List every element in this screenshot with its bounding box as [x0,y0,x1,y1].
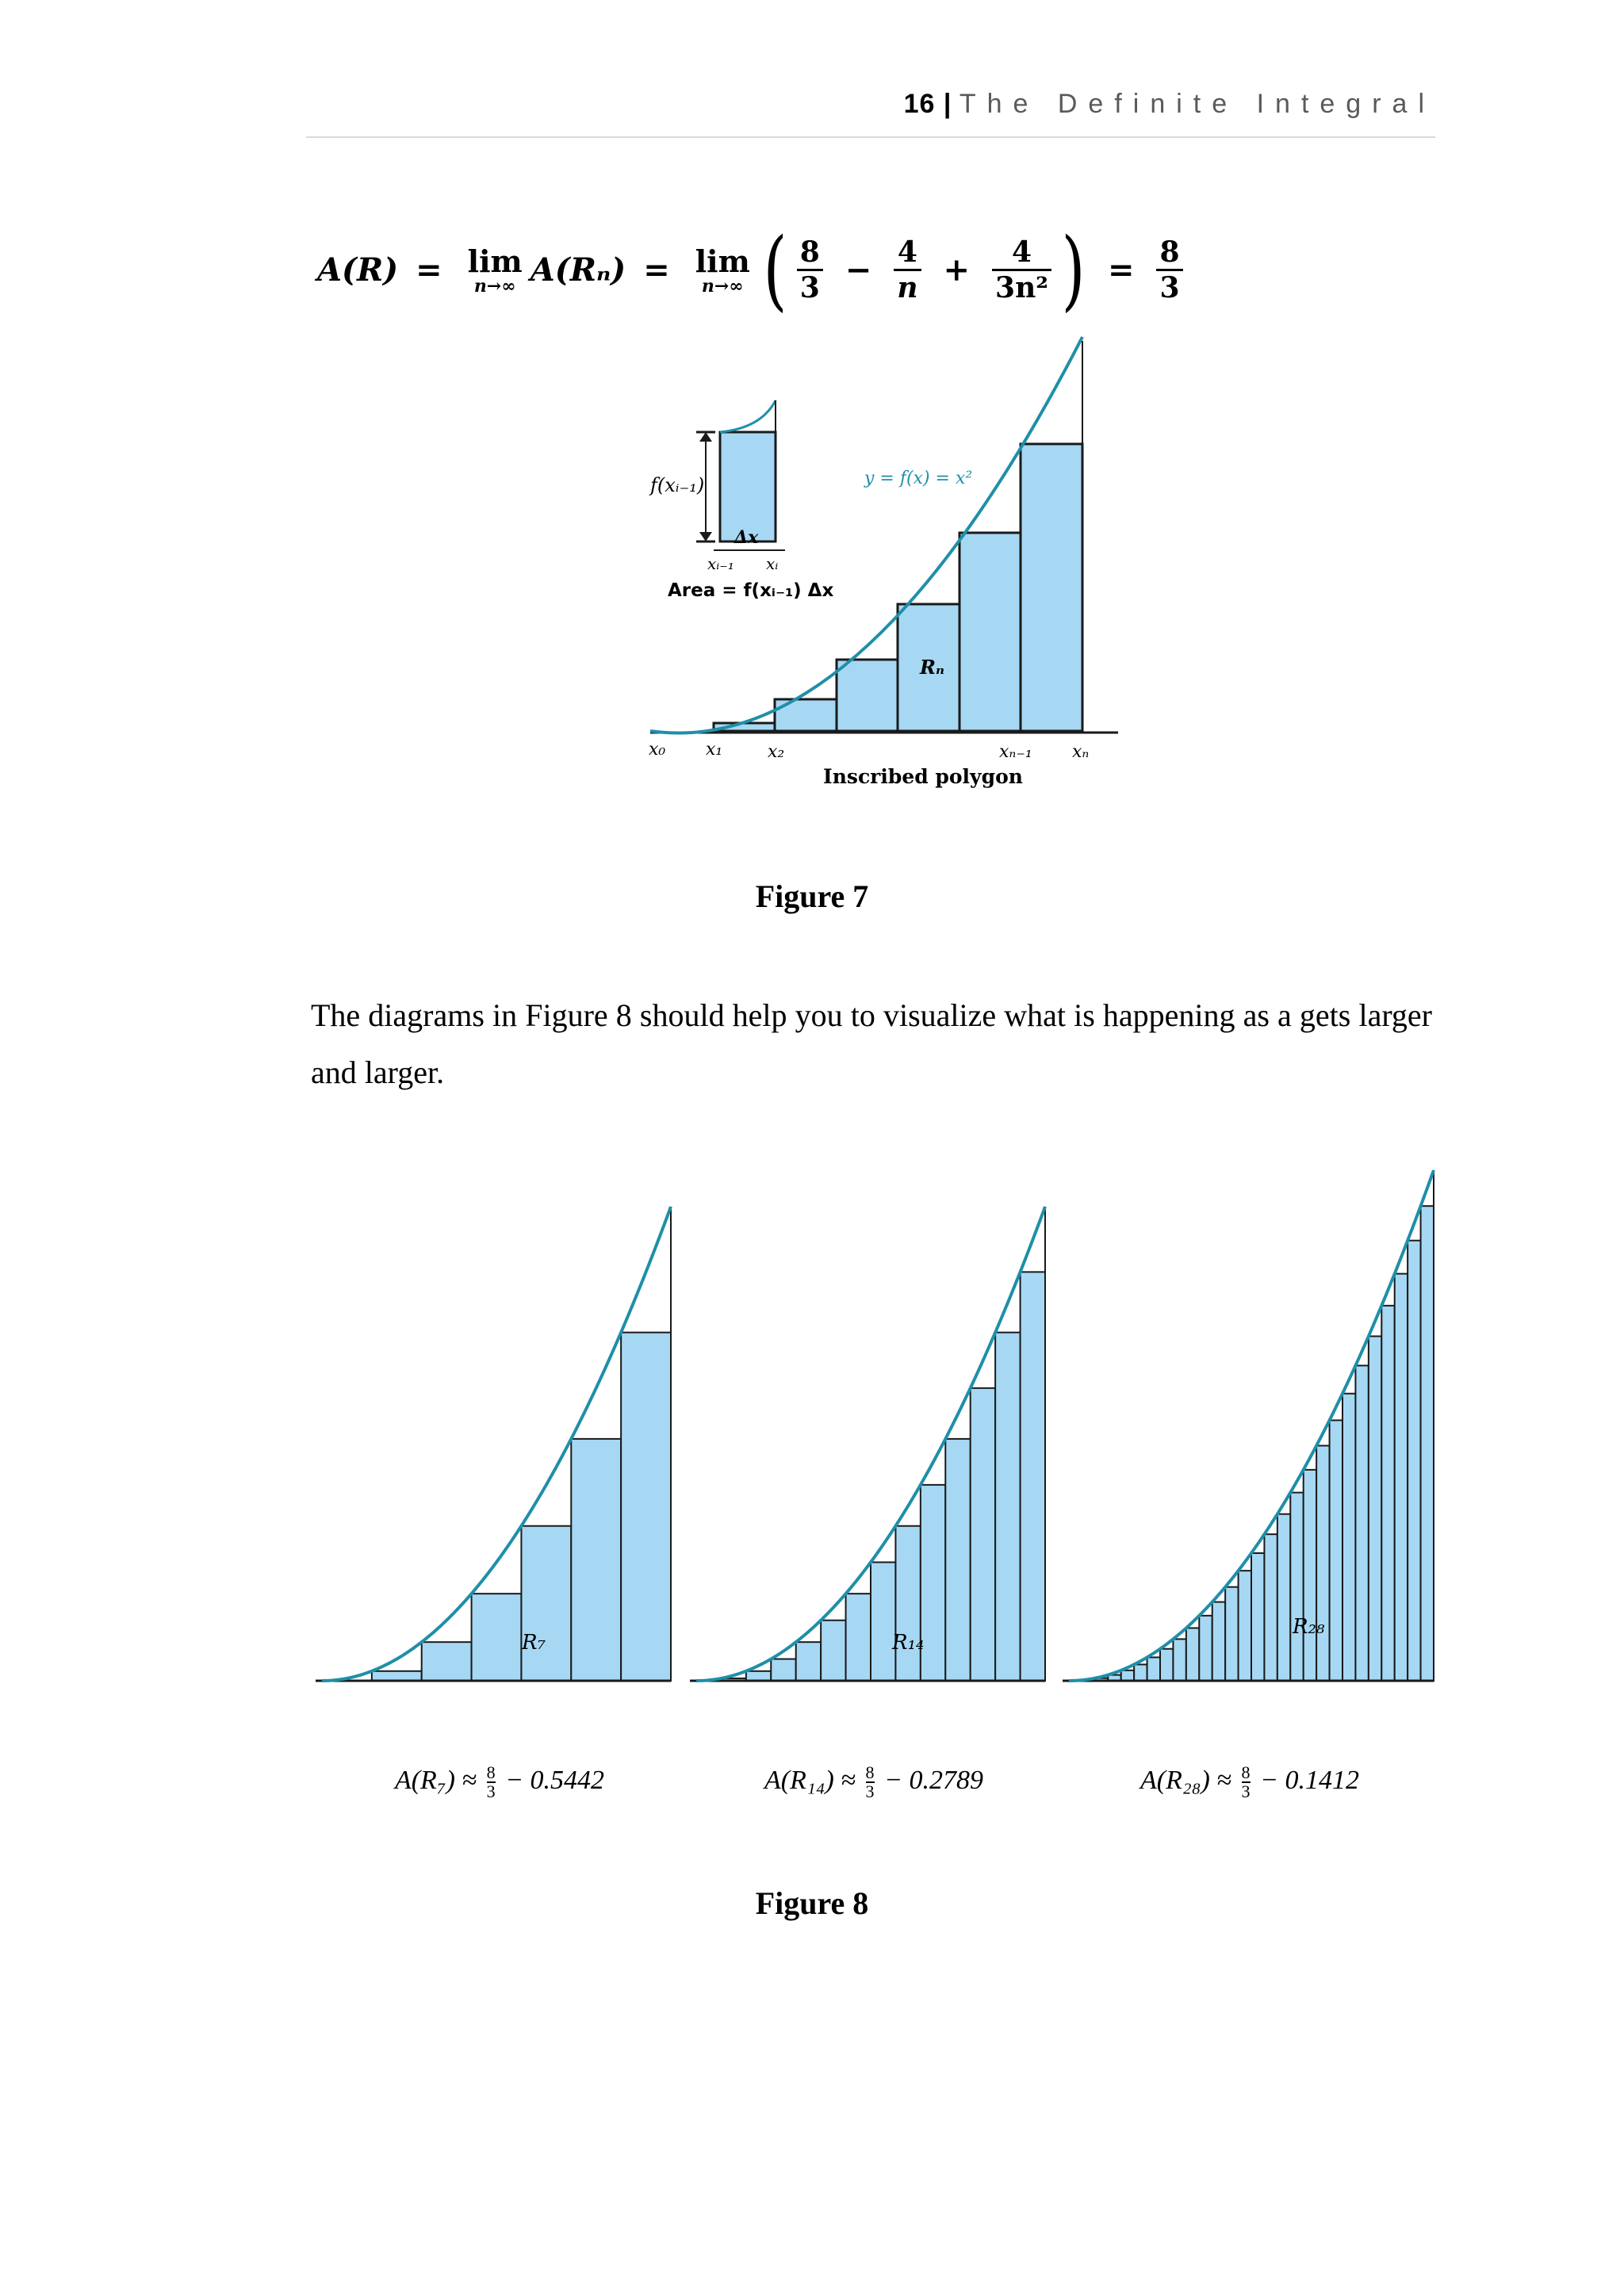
riemann-rectangle [895,1526,920,1681]
figure-8-caption: Figure 8 [755,1885,869,1921]
area-prefix: A(R₂₈) ≈ [1140,1765,1232,1795]
riemann-rectangle [1421,1206,1434,1681]
region-label: R₇ [522,1631,546,1655]
region-label: Rₙ [920,656,944,679]
riemann-rectangle [945,1439,970,1681]
riemann-rectangle [1021,1272,1045,1681]
figure-7-diagram [603,317,1126,801]
rect-5 [959,533,1021,731]
riemann-rectangle [1225,1587,1238,1681]
body-paragraph: The diagrams in Figure 8 should help you to visualize what is happening as a gets larger and larger. [311,997,1432,1090]
riemann-rectangle [995,1333,1020,1681]
riemann-rectangle [1330,1420,1342,1681]
riemann-rectangle [571,1439,621,1681]
fraction-term-3 [992,235,1051,304]
figure-8-panel-r14 [690,1158,1055,1712]
limit-2 [695,243,750,297]
riemann-rectangle [1316,1445,1329,1681]
figure7-subtitle: Inscribed polygon [823,765,1023,788]
formula-lhs: A(R) [317,251,399,289]
inset-area-label: Area = f(xᵢ₋₁) Δx [668,580,834,601]
riemann-rectangle [1134,1664,1147,1681]
riemann-rectangle [796,1642,821,1681]
fraction-denominator: 3 [1241,1781,1251,1801]
riemann-rectangle [771,1659,795,1681]
fraction-numerator: 4 [1011,235,1032,269]
formula-eq-1: = [416,251,442,289]
area-approx-r28 [1059,1764,1440,1800]
fraction-numerator: 8 [865,1762,875,1782]
limit-subscript: n→∞ [473,275,516,297]
tick-x0: x₀ [649,740,666,760]
inset-x-left: xᵢ₋₁ [707,554,734,573]
right-paren: ) [1061,219,1086,320]
figure-8-panel-r28 [1063,1158,1443,1712]
fraction-numerator: 8 [1159,235,1180,269]
riemann-rectangle [746,1671,771,1681]
running-title: The Definite Integral [959,89,1435,119]
area-fraction [866,1764,875,1800]
riemann-rectangle [921,1485,945,1681]
minus-sign: − [845,251,872,289]
riemann-rectangle [1277,1514,1290,1681]
rect-3 [837,660,898,731]
riemann-rectangle [1147,1657,1160,1681]
page-number: 16 [903,89,936,119]
riemann-rectangle [521,1526,571,1681]
fraction-numerator: 8 [1241,1762,1251,1782]
riemann-rectangle [1251,1553,1264,1681]
formula-eq-3: = [1107,251,1135,289]
plus-sign: + [943,251,971,289]
riemann-rectangle [1355,1365,1368,1681]
area-approx-r7 [309,1764,690,1800]
inset-height-label: f(xᵢ₋₁) [650,474,705,496]
formula-mid: A(Rₙ) [530,251,626,289]
riemann-rectangle [971,1388,995,1681]
riemann-rectangle [1186,1628,1199,1681]
riemann-rectangle [821,1621,845,1681]
arrow-head-down [699,532,712,541]
riemann-rectangle [1212,1602,1225,1681]
figure-7-caption: Figure 7 [755,878,869,914]
fraction-term-1 [797,235,823,304]
riemann-rectangle [1381,1306,1394,1681]
area-suffix: − 0.2789 [884,1765,983,1795]
riemann-rectangle [1395,1274,1408,1681]
fraction-numerator: 8 [486,1762,496,1782]
tick-xn1: xₙ₋₁ [999,742,1032,762]
riemann-rectangle [1408,1241,1420,1681]
fraction-denominator: 3 [865,1781,875,1801]
fraction-result [1156,235,1182,304]
formula-eq-2: = [643,251,670,289]
tick-x1: x₁ [706,740,723,760]
riemann-rectangle [422,1642,472,1681]
fraction-denominator: 3 [486,1781,496,1801]
riemann-rectangle [621,1333,671,1681]
riemann-rectangle [1264,1534,1277,1681]
area-fraction [487,1764,496,1800]
riemann-rectangle [1239,1571,1251,1681]
fraction-denominator: 3 [1156,269,1182,304]
riemann-rectangle [1199,1616,1212,1681]
inset-detail [649,400,833,601]
area-suffix: − 0.1412 [1260,1765,1359,1795]
riemann-rectangle [846,1594,871,1681]
rectangles [372,1333,671,1681]
area-approx-r14 [684,1764,1064,1800]
fraction-numerator: 8 [799,235,820,269]
riemann-rectangle [1160,1649,1173,1681]
limit-subscript: n→∞ [701,275,744,297]
area-suffix: − 0.5442 [505,1765,605,1795]
area-prefix: A(R₇) ≈ [394,1765,477,1795]
header-separator: | [943,89,952,119]
limit-1 [468,243,523,297]
riemann-rectangle [1290,1493,1303,1681]
fraction-numerator: 4 [897,235,917,269]
left-paren: ( [763,219,787,320]
area-limit-formula [317,219,1180,320]
page-header [306,89,1435,138]
inset-rect [720,432,776,541]
inset-x-right: xᵢ [766,554,779,573]
arrow-head-up [699,432,712,442]
riemann-rectangle [1342,1394,1355,1681]
riemann-rectangle [1173,1639,1185,1681]
fraction-term-2 [894,235,921,304]
riemann-rectangle [871,1563,895,1682]
fraction-denominator: n [894,269,921,304]
riemann-rectangle [1121,1670,1134,1681]
limit-word: lim [467,243,523,279]
rectangles [1082,1206,1434,1681]
riemann-rectangle [472,1594,522,1681]
tick-x2: x₂ [768,742,785,762]
curve-label: y = f(x) = x² [864,469,973,488]
tick-xn: xₙ [1072,742,1090,762]
riemann-rectangle [1304,1470,1316,1681]
inset-dx-label: Δx [734,527,759,548]
rect-6 [1021,444,1082,731]
area-prefix: A(R₁₄) ≈ [764,1765,856,1795]
riemann-rectangle [1369,1336,1381,1681]
region-label: R₁₄ [892,1631,925,1655]
inset-curve [720,400,776,432]
figure-8-panel-r7 [316,1158,680,1712]
region-label: R₂₈ [1293,1615,1325,1639]
limit-word: lim [695,243,750,279]
fraction-denominator: 3 [797,269,823,304]
area-fraction [1242,1764,1251,1800]
riemann-rectangle [372,1671,422,1681]
fraction-denominator: 3n² [992,269,1051,304]
